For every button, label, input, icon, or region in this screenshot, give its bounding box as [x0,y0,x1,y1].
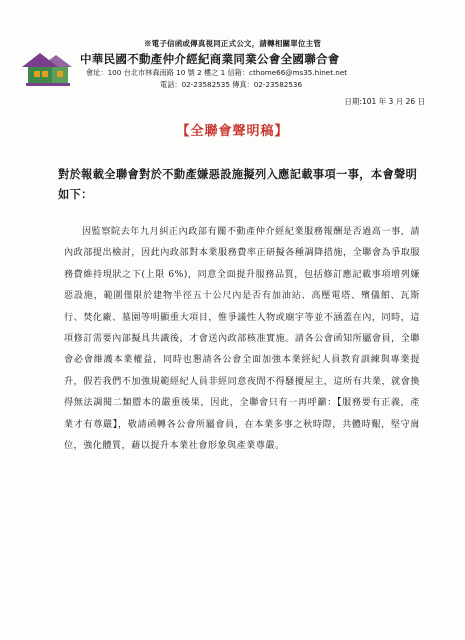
statement-body [64,222,420,457]
org-address-line: 會址：100 台北市林森南路 10 號 2 樓之 1 信箱：cthome66@ms35.hinet.net [86,68,348,77]
notice-line: ※電子信函或傳真視同正式公文，請轉相關單位主管 [143,39,322,48]
association-house-logo-icon [20,47,78,91]
statement-subject: 對於報載全聯會對於不動產嫌惡設施擬列入應記載事項一事，本會聲明如下： [58,167,418,201]
org-name: 中華民國不動產仲介經紀商業同業公會全國聯合會 [80,52,340,66]
org-phone-line: 電話：02-23582535 傳真：02-23582536 [160,80,303,89]
statement-title: 【全聯會聲明稿】 [176,124,289,139]
statement-body-paragraph: 因監察院去年九月糾正內政部有關不動產仲介經紀業服務報酬是否過高一事，請內政部提出檢討，因此內政部對本業服務費率正研擬各種調降措施，全聯會為爭取服務費維持現狀之下(上限 6%)，同意全面提升服務品質，包括修訂應記載事項增列嫌惡設施，範圍僅限於建物半徑五十公尺內是否有加油站、高壓電塔、殯儀館、瓦斯行、焚化廠、墓園等明顯重大項目，惟爭議性人物或廟宇等並不涵蓋在內，同時，這項修訂需要內部擬具共識後，才會送內政部核准實施。請各公會函知所屬會員，全聯會必會維護本業權益，同時也懇請各公會全面加強本業經紀人員教育訓練與專業提升，假若我們不加強規範經紀人員非經同意夜間不得騷擾屋主，這所有共業，就會換得無法調閱二類謄本的嚴重後果，因此，全聯會只有一再呼籲：【服務要有正義，產業才有尊嚴】，敬請函轉各公會所屬會員，在本業多事之秋時際，共體時艱，堅守崗位，強化體質，藉以提升本業社會形象與產業尊嚴。 [64,227,420,452]
document-date: 日期:101 年 3 月 26 日 [344,97,425,106]
